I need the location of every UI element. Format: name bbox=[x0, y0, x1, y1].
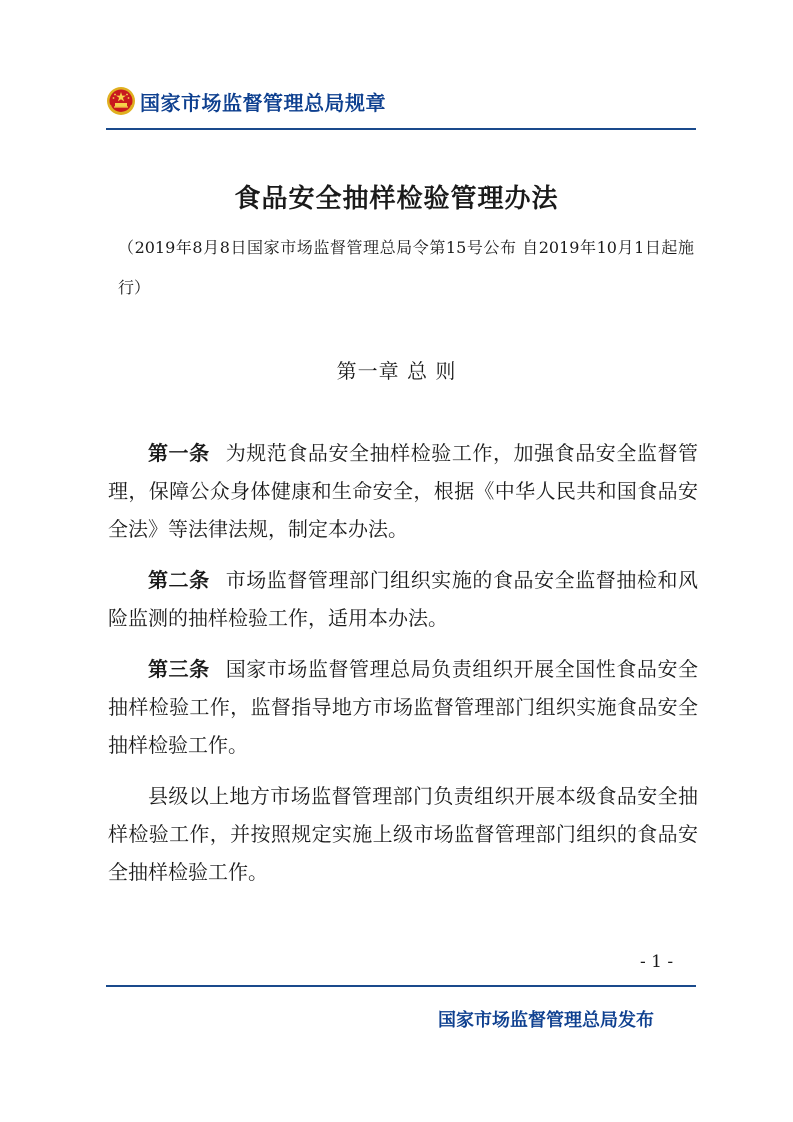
footer-publisher: 国家市场监督管理总局发布 bbox=[438, 1010, 654, 1031]
article-number: 第三条 bbox=[148, 657, 210, 681]
document-title: 食品安全抽样检验管理办法 bbox=[234, 184, 559, 214]
article-3 bbox=[108, 650, 698, 764]
national-emblem-icon bbox=[106, 86, 136, 116]
header-divider bbox=[106, 128, 696, 130]
page-header bbox=[106, 84, 386, 118]
promulgation-note: （2019年8月8日国家市场监督管理总局令第15号公布 自2019年10月1日起施行） bbox=[118, 238, 694, 297]
article-number: 第一条 bbox=[148, 441, 210, 465]
article-1 bbox=[108, 434, 698, 548]
chapter-heading: 第一章 总 则 bbox=[336, 359, 457, 383]
article-2 bbox=[108, 561, 698, 637]
page-number: - 1 - bbox=[640, 952, 674, 972]
article-3-paragraph-2: 县级以上地方市场监督管理部门负责组织开展本级食品安全抽样检验工作，并按照规定实施上级市场监督管理部门组织的食品安全抽样检验工作。 bbox=[108, 784, 698, 884]
article-text: 为规范食品安全抽样检验工作，加强食品安全监督管理，保障公众身体健康和生命安全，根据《中华人民共和国食品安全法》等法律法规，制定本办法。 bbox=[108, 441, 699, 541]
footer-divider bbox=[106, 985, 696, 987]
document-body bbox=[108, 434, 698, 904]
article-text: 市场监督管理部门组织实施的食品安全监督抽检和风险监测的抽样检验工作，适用本办法。 bbox=[108, 568, 699, 630]
article-text: 国家市场监督管理总局负责组织开展全国性食品安全抽样检验工作，监督指导地方市场监督管理部门组织实施食品安全抽样检验工作。 bbox=[108, 657, 699, 757]
article-number: 第二条 bbox=[148, 568, 210, 592]
header-title: 国家市场监督管理总局规章 bbox=[140, 90, 386, 115]
